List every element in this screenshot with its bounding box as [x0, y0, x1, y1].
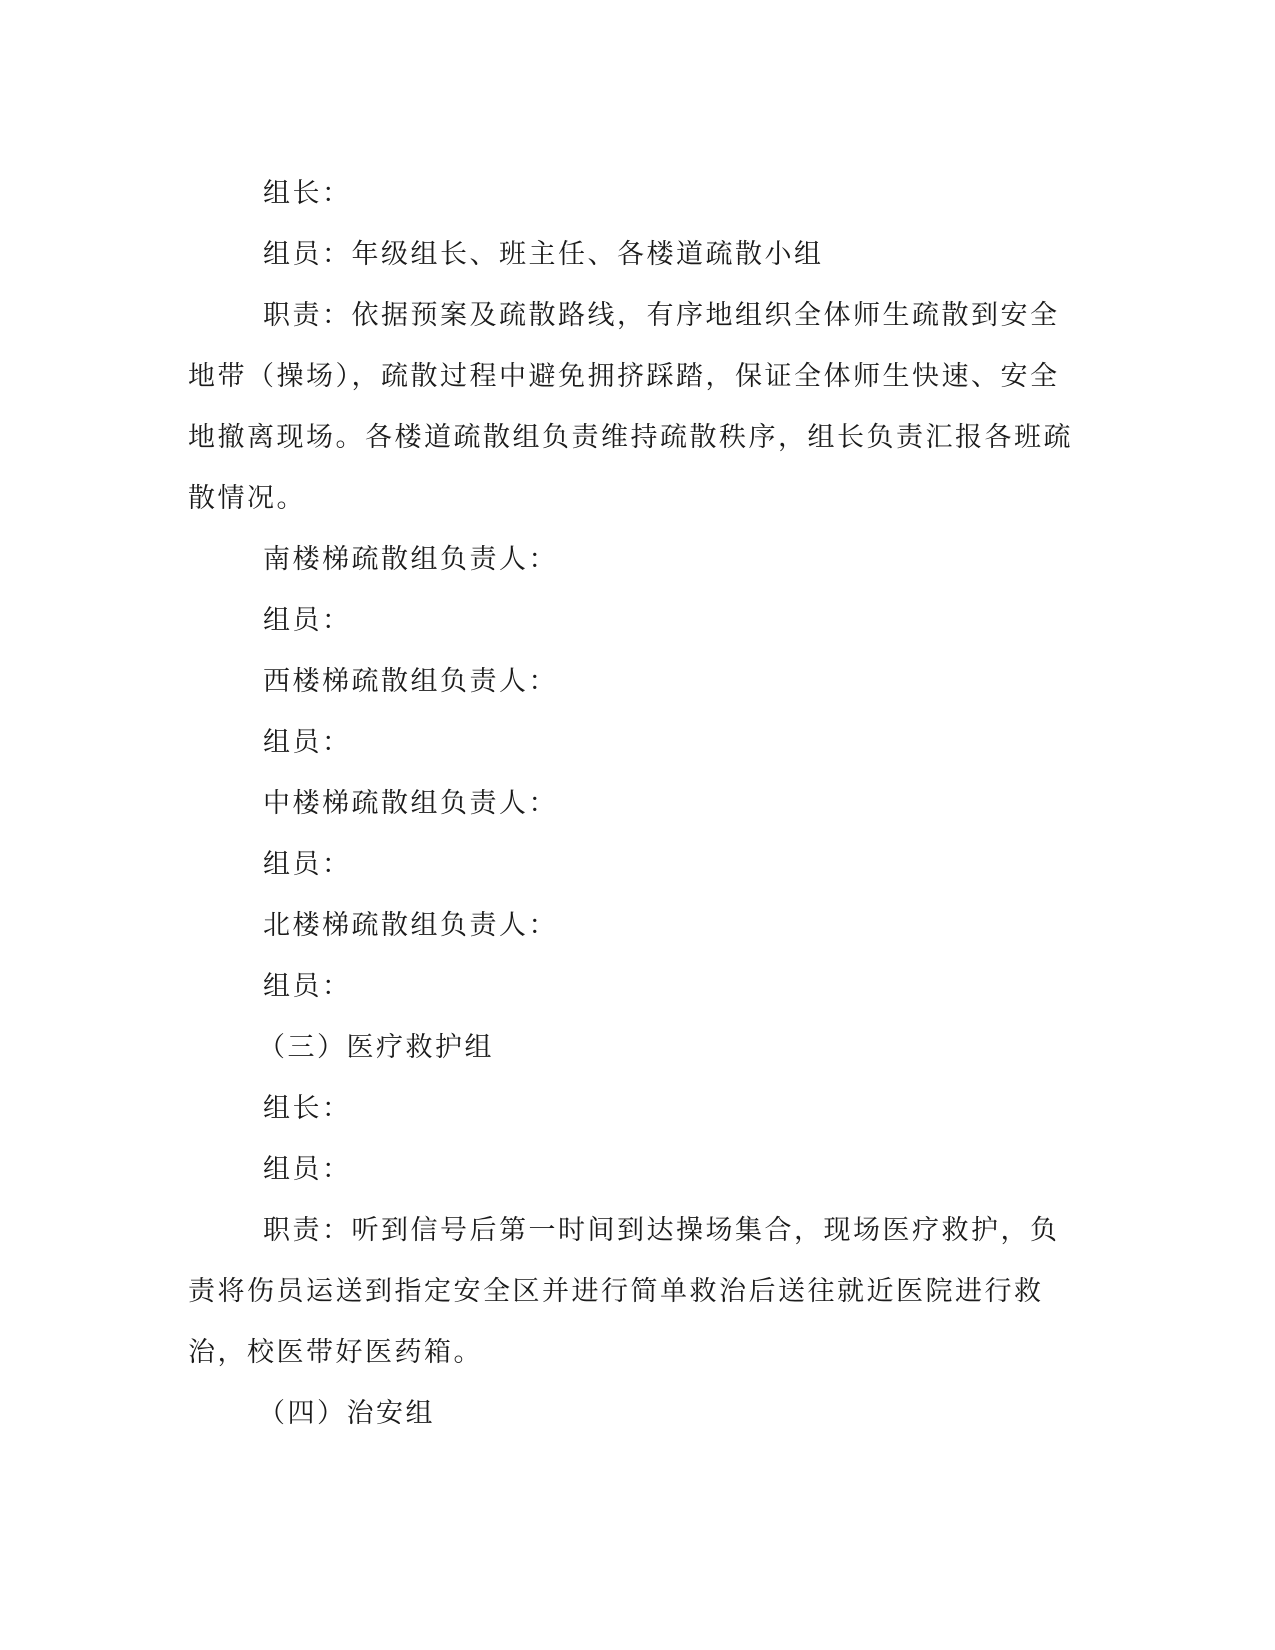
middle-stair-members: 组员：	[263, 849, 352, 880]
south-stair-members: 组员：	[263, 605, 352, 636]
section-heading-medical: （三）医疗救护组	[258, 1032, 494, 1063]
medical-leader-line: 组长：	[263, 1093, 352, 1124]
document-body	[188, 163, 1088, 1444]
west-stair-leader: 西楼梯疏散组负责人：	[263, 666, 558, 697]
section-heading-security: （四）治安组	[258, 1398, 435, 1429]
duty-paragraph: 职责：依据预案及疏散路线，有序地组织全体师生疏散到安全地带（操场），疏散过程中避免拥挤踩踏，保证全体师生快速、安全地撤离现场。各楼道疏散组负责维持疏散秩序，组长负责汇报各班疏散情况。	[188, 300, 1073, 514]
north-stair-members: 组员：	[263, 971, 352, 1002]
medical-duty-paragraph: 职责：听到信号后第一时间到达操场集合，现场医疗救护，负责将伤员运送到指定安全区并进行简单救治后送往就近医院进行救治，校医带好医药箱。	[188, 1215, 1060, 1368]
leader-line: 组长：	[263, 178, 352, 209]
middle-stair-leader: 中楼梯疏散组负责人：	[263, 788, 558, 819]
west-stair-members: 组员：	[263, 727, 352, 758]
south-stair-leader: 南楼梯疏散组负责人：	[263, 544, 558, 575]
members-line: 组员：年级组长、班主任、各楼道疏散小组	[263, 239, 824, 270]
medical-members-line: 组员：	[263, 1154, 352, 1185]
north-stair-leader: 北楼梯疏散组负责人：	[263, 910, 558, 941]
